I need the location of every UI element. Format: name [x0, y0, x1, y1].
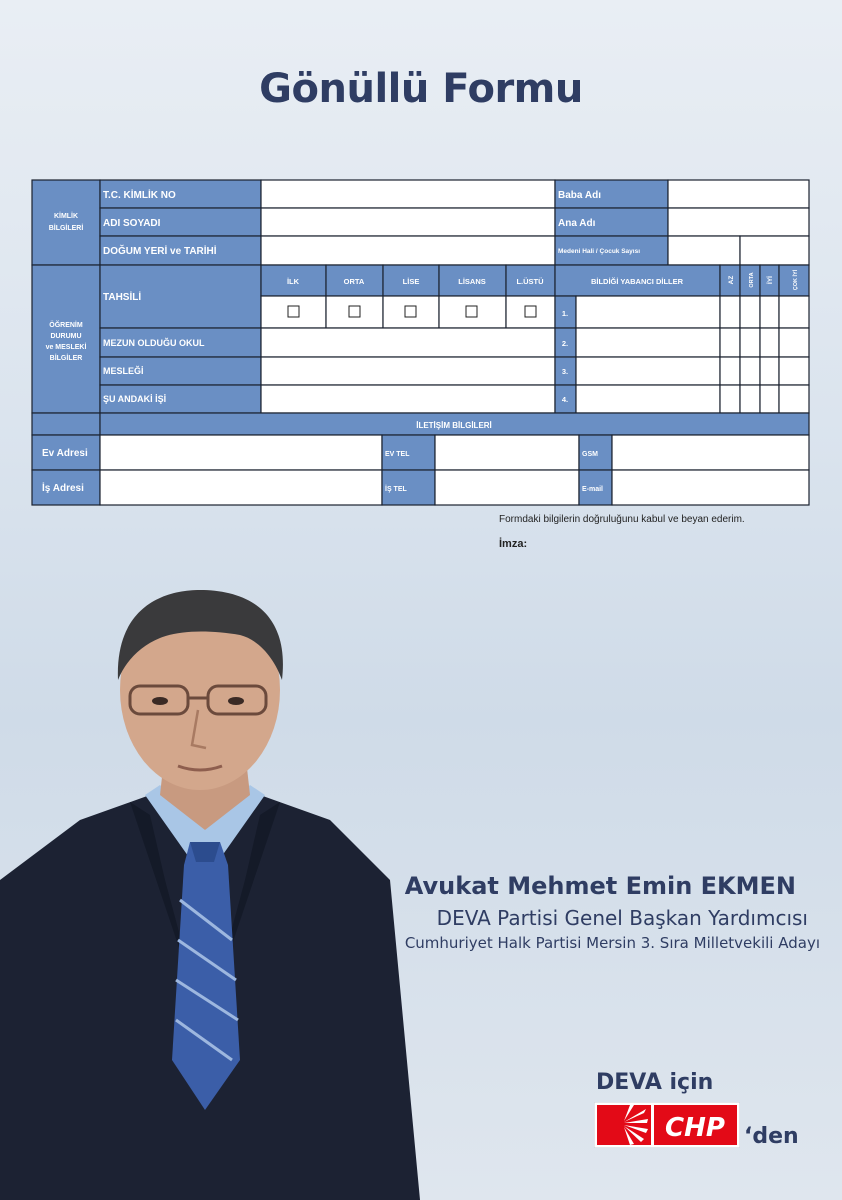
adi-soyadi-label: ADI SOYADI — [103, 218, 161, 229]
ogrenim-group-label-3: ve MESLEKİ — [45, 344, 87, 351]
language-row — [555, 328, 809, 357]
candidate-photo — [0, 580, 420, 1200]
ev-adresi-field[interactable] — [100, 435, 382, 470]
ev-adresi-label: Ev Adresi — [42, 448, 88, 459]
candidate-name: Avukat Mehmet Emin EKMEN — [404, 872, 796, 900]
slogan-den: ‘den — [744, 1124, 799, 1149]
edu-header-lisans: LİSANS — [458, 277, 486, 286]
language-iyi-field[interactable] — [760, 385, 779, 413]
language-az-field[interactable] — [720, 296, 740, 328]
ogrenim-group-label-4: BİLGİLER — [49, 355, 83, 362]
is-tel-label: İŞ TEL — [385, 486, 407, 493]
ev-tel-label: EV TEL — [385, 451, 410, 458]
edu-lustu-checkbox[interactable] — [525, 306, 536, 317]
page-title: Gönüllü Formu — [259, 66, 583, 112]
gsm-field[interactable] — [612, 435, 809, 470]
language-orta-field[interactable] — [740, 357, 760, 385]
slogan-deva-icin: DEVA için — [596, 1070, 714, 1095]
language-row — [555, 296, 809, 328]
is-adresi-label: İş Adresi — [42, 483, 84, 494]
languages-header: BİLDİĞİ YABANCI DİLLER — [590, 277, 684, 286]
dogum-field[interactable] — [261, 236, 555, 265]
is-adresi-field[interactable] — [100, 470, 382, 505]
ev-tel-field[interactable] — [435, 435, 579, 470]
edu-header-ilk: İLK — [286, 277, 300, 286]
adi-soyadi-field[interactable] — [261, 208, 555, 236]
mezun-okul-field[interactable] — [261, 328, 555, 357]
edu-orta-checkbox[interactable] — [349, 306, 360, 317]
mezun-okul-label: MEZUN OLDUĞU OKUL — [103, 338, 205, 348]
language-orta-field[interactable] — [740, 385, 760, 413]
kimlik-group-label-1: KİMLİK — [53, 213, 79, 220]
language-name-field[interactable] — [576, 328, 720, 357]
language-az-field[interactable] — [720, 385, 740, 413]
language-az-field[interactable] — [720, 357, 740, 385]
su-andaki-isi-label: ŞU ANDAKİ İŞİ — [103, 394, 167, 404]
ogrenim-group-label-2: DURUMU — [50, 333, 82, 340]
kimlik-group-label-2: BİLGİLERİ — [48, 225, 84, 232]
ogrenim-group-label-1: ÖĞRENİM — [49, 322, 83, 329]
tc-kimlik-label: T.C. KİMLİK NO — [103, 190, 176, 201]
language-cok-iyi-field[interactable] — [779, 296, 809, 328]
edu-header-orta: ORTA — [343, 277, 365, 286]
language-iyi-field[interactable] — [760, 357, 779, 385]
language-name-field[interactable] — [576, 385, 720, 413]
edu-header-lise: LİSE — [402, 277, 420, 286]
kimlik-group-cell — [32, 180, 100, 265]
language-orta-field[interactable] — [740, 328, 760, 357]
edu-lise-checkbox[interactable] — [405, 306, 416, 317]
language-az-field[interactable] — [720, 328, 740, 357]
lang-level-cok-iyi: ÇOK İYİ — [793, 269, 799, 291]
edu-ilk-checkbox[interactable] — [288, 306, 299, 317]
dogum-label: DOĞUM YERİ ve TARİHİ — [103, 246, 217, 257]
tc-kimlik-field[interactable] — [261, 180, 555, 208]
tahsili-label: TAHSİLİ — [103, 292, 142, 303]
language-row-number: 4. — [561, 395, 569, 404]
baba-adi-field[interactable] — [668, 180, 809, 208]
candidate-role-deva: DEVA Partisi Genel Başkan Yardımcısı — [436, 906, 808, 930]
ana-adi-field[interactable] — [668, 208, 809, 236]
cocuk-sayisi-field[interactable] — [740, 236, 809, 265]
language-cok-iyi-field[interactable] — [779, 328, 809, 357]
signature-label: İmza: — [499, 538, 528, 550]
language-row — [555, 385, 809, 413]
ana-adi-label: Ana Adı — [558, 218, 596, 229]
language-row-number: 3. — [561, 367, 569, 376]
volunteer-form-table — [0, 0, 842, 520]
email-label: E-mail — [582, 486, 604, 493]
language-name-field[interactable] — [576, 357, 720, 385]
iletisim-header: İLETİŞİM BİLGİLERİ — [416, 421, 492, 430]
meslegi-field[interactable] — [261, 357, 555, 385]
iletisim-spacer-cell — [32, 413, 100, 435]
language-cok-iyi-field[interactable] — [779, 385, 809, 413]
baba-adi-label: Baba Adı — [558, 190, 601, 201]
edu-lisans-checkbox[interactable] — [466, 306, 477, 317]
language-iyi-field[interactable] — [760, 328, 779, 357]
chp-logo — [594, 1102, 740, 1148]
lang-level-az: AZ — [728, 275, 735, 285]
language-orta-field[interactable] — [740, 296, 760, 328]
language-row — [555, 357, 809, 385]
edu-header-lustu: L.ÜSTÜ — [516, 277, 544, 286]
medeni-hali-label: Medeni Hali / Çocuk Sayısı — [558, 248, 640, 255]
language-name-field[interactable] — [576, 296, 720, 328]
is-tel-field[interactable] — [435, 470, 579, 505]
candidate-role-chp: Cumhuriyet Halk Partisi Mersin 3. Sıra Milletvekili Adayı — [404, 934, 820, 952]
language-iyi-field[interactable] — [760, 296, 779, 328]
su-andaki-isi-field[interactable] — [261, 385, 555, 413]
chp-logo-text: CHP — [665, 1113, 725, 1143]
meslegi-label: MESLEĞİ — [103, 366, 144, 376]
lang-level-iyi: İYİ — [767, 276, 774, 284]
declaration-text: Formdaki bilgilerin doğruluğunu kabul ve beyan ederim. — [499, 514, 745, 525]
gsm-label: GSM — [582, 451, 598, 458]
lang-level-orta: ORTA — [749, 272, 755, 288]
language-row-number: 2. — [561, 339, 569, 348]
language-cok-iyi-field[interactable] — [779, 357, 809, 385]
language-row-number: 1. — [561, 309, 569, 318]
email-field[interactable] — [612, 470, 809, 505]
medeni-hali-field[interactable] — [668, 236, 740, 265]
